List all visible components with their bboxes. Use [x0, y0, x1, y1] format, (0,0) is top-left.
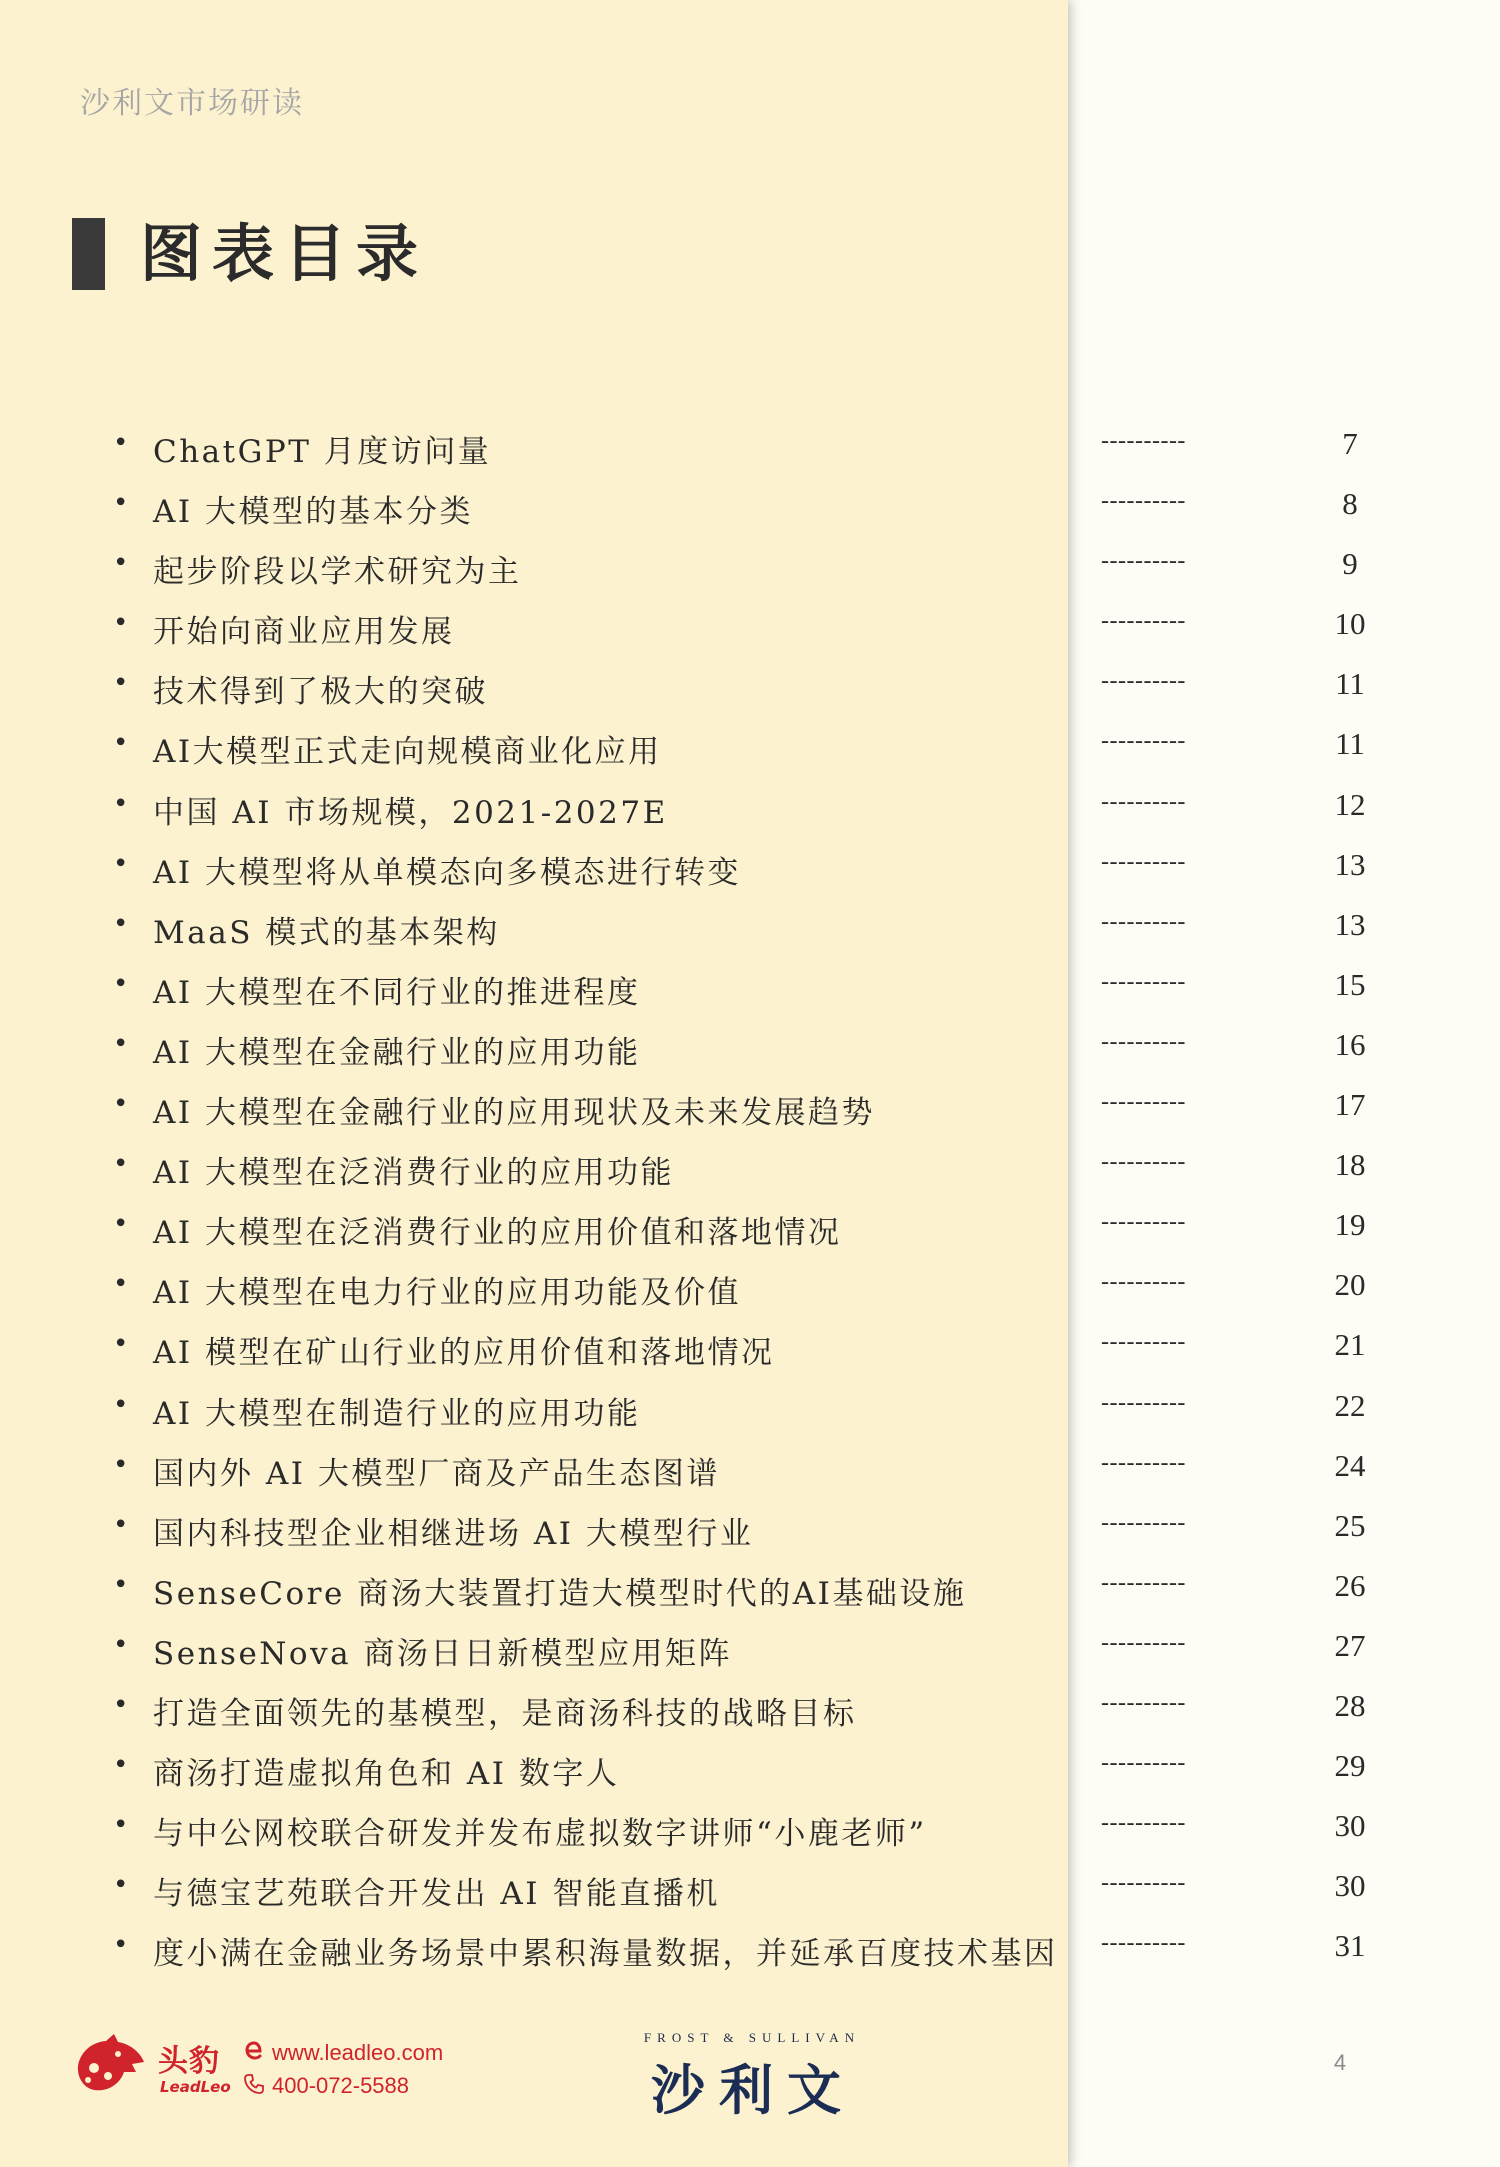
toc-leader: ---------- [1101, 788, 1186, 815]
title-accent-bar [72, 218, 105, 290]
toc-leader: ---------- [1101, 1269, 1186, 1296]
website-link[interactable]: www.leadleo.com [272, 2040, 444, 2065]
toc-item[interactable] [0, 1560, 1500, 1620]
toc-item[interactable] [0, 1319, 1500, 1379]
toc-leader: ---------- [1101, 608, 1186, 635]
toc-item-title: 与德宝艺苑联合开发出 AI 智能直播机 [153, 1876, 720, 1913]
toc-leader: ---------- [1101, 488, 1186, 515]
toc-item-title: AI 大模型在制造行业的应用功能 [153, 1395, 641, 1432]
toc-item-title: 与中公网校联合研发并发布虚拟数字讲师“小鹿老师” [153, 1816, 927, 1853]
bullet-icon: • [113, 608, 129, 639]
toc-leader: ---------- [1101, 1930, 1186, 1957]
brand-name-en: LeadLeo [160, 2078, 231, 2096]
toc-page-number: 22 [1334, 1387, 1366, 1423]
toc-page-number: 20 [1334, 1267, 1366, 1303]
toc-item-title: 度小满在金融业务场景中累积海量数据，并延承百度技术基因 [153, 1936, 1058, 1973]
toc-item-title: 技术得到了极大的突破 [153, 674, 488, 711]
toc-page-number: 19 [1334, 1207, 1366, 1243]
bullet-icon: • [113, 728, 129, 759]
toc-item-title: 打造全面领先的基模型，是商汤科技的战略目标 [153, 1695, 857, 1732]
toc-page-number: 25 [1334, 1507, 1366, 1543]
toc-leader: ---------- [1101, 1449, 1186, 1476]
bullet-icon: • [113, 1629, 129, 1660]
toc-item[interactable] [0, 1920, 1500, 1980]
toc-item-title: MaaS 模式的基本架构 [153, 914, 500, 951]
toc-page-number: 15 [1334, 966, 1366, 1002]
toc-item[interactable] [0, 959, 1500, 1019]
toc-item[interactable] [0, 1259, 1500, 1319]
toc-leader: ---------- [1101, 1028, 1186, 1055]
toc-item[interactable] [0, 1019, 1500, 1079]
toc-leader: ---------- [1101, 848, 1186, 875]
toc-page-number: 7 [1342, 426, 1358, 461]
bullet-icon: • [113, 668, 129, 699]
bullet-icon: • [113, 908, 129, 939]
toc-leader: ---------- [1101, 1209, 1186, 1236]
bullet-icon: • [113, 1569, 129, 1600]
toc-item-title: AI 大模型在不同行业的推进程度 [153, 974, 641, 1011]
toc-leader: ---------- [1101, 1750, 1186, 1777]
toc-page-number: 16 [1334, 1026, 1366, 1062]
toc-item-title: AI大模型正式走向规模商业化应用 [153, 734, 662, 771]
toc-leader: ---------- [1101, 1089, 1186, 1116]
bullet-icon: • [113, 848, 129, 879]
bullet-icon: • [113, 1209, 129, 1240]
toc-page-number: 30 [1334, 1808, 1366, 1844]
toc-page-number: 21 [1334, 1327, 1366, 1363]
toc-item[interactable] [0, 478, 1500, 538]
toc-page-number: 24 [1334, 1447, 1366, 1483]
toc-leader: ---------- [1101, 1389, 1186, 1416]
toc-page-number: 13 [1334, 846, 1366, 882]
page-title: 图表目录 [140, 217, 429, 290]
bullet-icon: • [113, 1269, 129, 1300]
toc-page-number: 31 [1334, 1928, 1366, 1964]
bullet-icon: • [113, 1449, 129, 1480]
bullet-icon: • [113, 1810, 129, 1841]
toc-item[interactable] [0, 1199, 1500, 1259]
brand-name-cn: 头豹 [158, 2044, 220, 2079]
toc-item[interactable] [0, 899, 1500, 959]
toc-item-title: 国内外 AI 大模型厂商及产品生态图谱 [153, 1455, 720, 1492]
toc-page-number: 26 [1334, 1567, 1366, 1603]
toc-item[interactable] [0, 538, 1500, 598]
toc-item-title: 国内科技型企业相继进场 AI 大模型行业 [153, 1515, 754, 1552]
toc-leader: ---------- [1101, 668, 1186, 695]
bullet-icon: • [113, 1689, 129, 1720]
bullet-icon: • [113, 1870, 129, 1901]
toc-item[interactable] [0, 658, 1500, 718]
bullet-icon: • [113, 1028, 129, 1059]
header-label: 沙利文市场研读 [80, 86, 304, 121]
toc-item[interactable] [0, 1740, 1500, 1800]
toc-item-title: 商汤打造虚拟角色和 AI 数字人 [153, 1756, 620, 1793]
toc-leader: ---------- [1101, 1329, 1186, 1356]
toc-page-number: 18 [1334, 1147, 1366, 1183]
toc-page-number: 8 [1342, 486, 1358, 522]
toc-item[interactable] [0, 718, 1500, 778]
toc-leader: ---------- [1101, 728, 1186, 755]
toc-leader: ---------- [1101, 1149, 1186, 1176]
toc-item[interactable] [0, 1500, 1500, 1560]
toc-item-title: AI 大模型将从单模态向多模态进行转变 [153, 854, 741, 891]
toc-page-number: 11 [1335, 666, 1365, 702]
toc-item[interactable] [0, 1079, 1500, 1139]
bullet-icon: • [113, 1750, 129, 1781]
bullet-icon: • [113, 1389, 129, 1420]
toc-page-number: 27 [1334, 1627, 1366, 1663]
page-number: 4 [1333, 2050, 1347, 2075]
toc-leader: ---------- [1101, 1629, 1186, 1656]
toc-item-title: AI 大模型在金融行业的应用现状及未来发展趋势 [153, 1095, 875, 1132]
toc-page-number: 9 [1342, 546, 1358, 582]
toc-item-title: AI 大模型在金融行业的应用功能 [153, 1034, 641, 1071]
toc-page-number: 10 [1334, 606, 1366, 642]
toc-item-title: AI 大模型在泛消费行业的应用价值和落地情况 [153, 1215, 842, 1252]
toc-item[interactable] [0, 1620, 1500, 1680]
toc-page-number: 12 [1334, 786, 1366, 822]
toc-leader: ---------- [1101, 1810, 1186, 1837]
toc-item-title: AI 大模型的基本分类 [153, 494, 473, 531]
toc-item[interactable] [0, 598, 1500, 658]
toc-item-title: 开始向商业应用发展 [153, 614, 455, 651]
toc-item-title: AI 大模型在电力行业的应用功能及价值 [153, 1275, 741, 1312]
bullet-icon: • [113, 1930, 129, 1961]
toc-page-number: 11 [1335, 726, 1365, 762]
bullet-icon: • [113, 428, 129, 458]
toc-item-title: 中国 AI 市场规模，2021-2027E [153, 794, 668, 831]
toc-leader: ---------- [1101, 908, 1186, 935]
toc-page-number: 28 [1334, 1687, 1366, 1723]
toc-item[interactable] [0, 839, 1500, 899]
toc-item-title: AI 大模型在泛消费行业的应用功能 [153, 1155, 674, 1192]
phone-number: 400-072-5588 [272, 2073, 410, 2098]
toc-leader: ---------- [1101, 1509, 1186, 1536]
toc-leader: ---------- [1101, 1689, 1186, 1716]
leopard-logo-icon [74, 2032, 146, 2096]
bullet-icon: • [113, 1149, 129, 1180]
toc-item[interactable] [0, 418, 1500, 478]
toc-leader: ---------- [1101, 548, 1186, 575]
toc-item[interactable] [0, 1380, 1500, 1440]
toc-item[interactable] [0, 1860, 1500, 1920]
bullet-icon: • [113, 488, 129, 519]
toc-item-title: 起步阶段以学术研究为主 [153, 554, 522, 591]
toc-page-number: 17 [1334, 1087, 1366, 1123]
bullet-icon: • [113, 968, 129, 999]
frost-sullivan-logo-cn: 沙利文 [651, 2059, 855, 2122]
frost-sullivan-logo-en: FROST & SULLIVAN [643, 2030, 861, 2045]
toc-item[interactable] [0, 1440, 1500, 1500]
toc-leader: ---------- [1101, 1870, 1186, 1897]
bullet-icon: • [113, 1509, 129, 1540]
toc-item-title: AI 模型在矿山行业的应用价值和落地情况 [153, 1335, 775, 1372]
toc-item-title: SenseCore 商汤大装置打造大模型时代的AI基础设施 [153, 1575, 967, 1612]
toc-item[interactable] [0, 779, 1500, 839]
phone-icon [242, 2072, 266, 2096]
web-e-icon [242, 2038, 266, 2062]
toc-item-title: SenseNova 商汤日日新模型应用矩阵 [153, 1635, 732, 1672]
toc-item-title: ChatGPT 月度访问量 [153, 434, 492, 470]
toc-page-number: 13 [1334, 906, 1366, 942]
toc-item[interactable] [0, 1139, 1500, 1199]
toc-leader: ---------- [1101, 428, 1186, 454]
toc-leader: ---------- [1101, 968, 1186, 995]
bullet-icon: • [113, 548, 129, 579]
toc-item[interactable] [0, 1800, 1500, 1860]
toc-page-number: 29 [1334, 1748, 1366, 1784]
bullet-icon: • [113, 1089, 129, 1120]
bullet-icon: • [113, 788, 129, 819]
toc-item[interactable] [0, 1680, 1500, 1740]
toc-page-number: 30 [1334, 1868, 1366, 1904]
bullet-icon: • [113, 1329, 129, 1360]
toc-list [0, 418, 1500, 1980]
toc-leader: ---------- [1101, 1569, 1186, 1596]
